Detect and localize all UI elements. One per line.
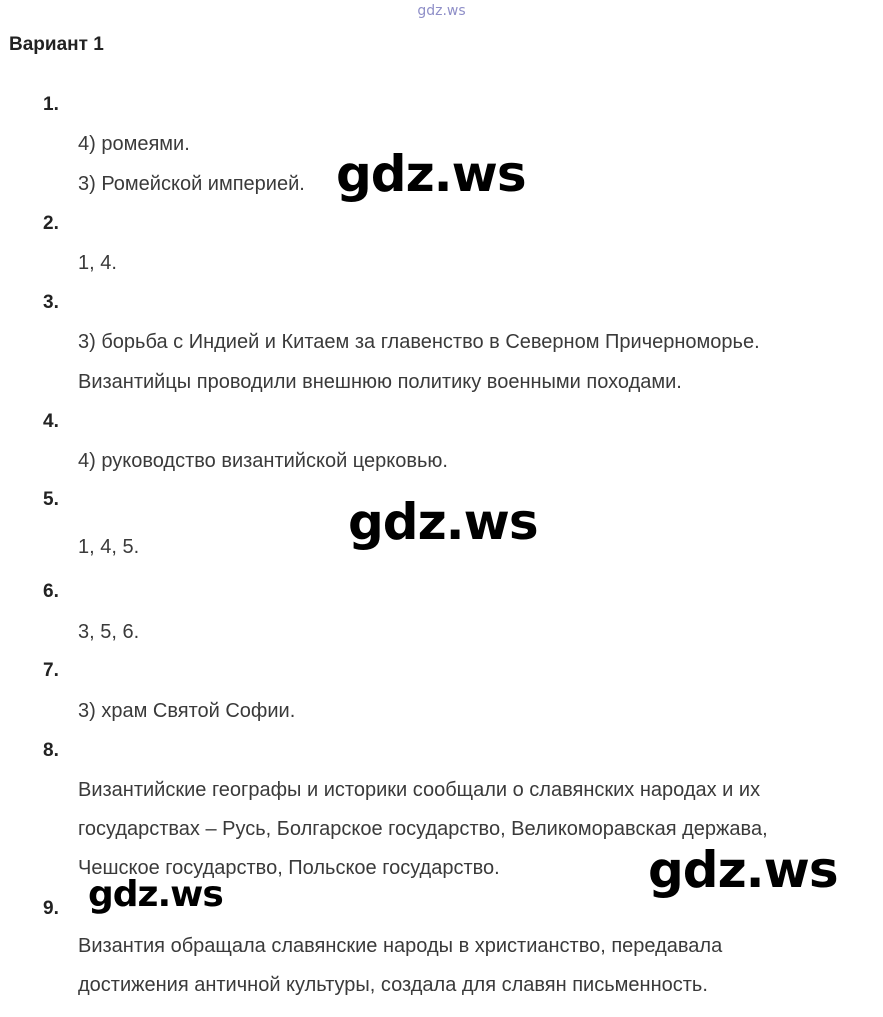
top-watermark: gdz.ws <box>417 3 466 19</box>
question-number-2: 2. <box>43 213 59 234</box>
answer-line-1-1: 4) ромеями. <box>78 133 190 155</box>
answer-line-9-2: достижения античной культуры, создала для славян письменность. <box>78 974 708 996</box>
answer-line-9-1: Византия обращала славянские народы в христианство, передавала <box>78 935 723 957</box>
watermark-4: gdz.ws <box>88 874 223 915</box>
answer-line-3-2: Византийцы проводили внешнюю политику военными походами. <box>78 371 682 393</box>
question-number-1: 1. <box>43 94 59 115</box>
answer-line-3-1: 3) борьба с Индией и Китаем за главенство в Северном Причерноморье. <box>78 331 760 353</box>
answer-line-7-1: 3) храм Святой Софии. <box>78 700 296 722</box>
watermark-1: gdz.ws <box>336 145 526 203</box>
answer-line-1-2: 3) Ромейской империей. <box>78 173 305 195</box>
answer-line-8-3: Чешское государство, Польское государство. <box>78 857 500 879</box>
question-number-3: 3. <box>43 292 59 313</box>
answer-line-4-1: 4) руководство византийской церковью. <box>78 450 448 472</box>
answer-line-5-1: 1, 4, 5. <box>78 536 140 558</box>
question-number-9: 9. <box>43 898 59 919</box>
watermark-2: gdz.ws <box>348 493 538 551</box>
question-number-7: 7. <box>43 660 59 681</box>
watermark-3: gdz.ws <box>648 841 838 899</box>
answer-line-6-1: 3, 5, 6. <box>78 621 140 643</box>
question-number-5: 5. <box>43 489 59 510</box>
answer-line-8-1: Византийские географы и историки сообщали о славянских народах и их <box>78 779 761 801</box>
answer-line-8-2: государствах – Русь, Болгарское государство, Великоморавская держава, <box>78 818 768 840</box>
variant-title: Вариант 1 <box>9 34 104 55</box>
answer-line-2-1: 1, 4. <box>78 252 117 274</box>
question-number-4: 4. <box>43 411 59 432</box>
question-number-6: 6. <box>43 581 59 602</box>
question-number-8: 8. <box>43 740 59 761</box>
